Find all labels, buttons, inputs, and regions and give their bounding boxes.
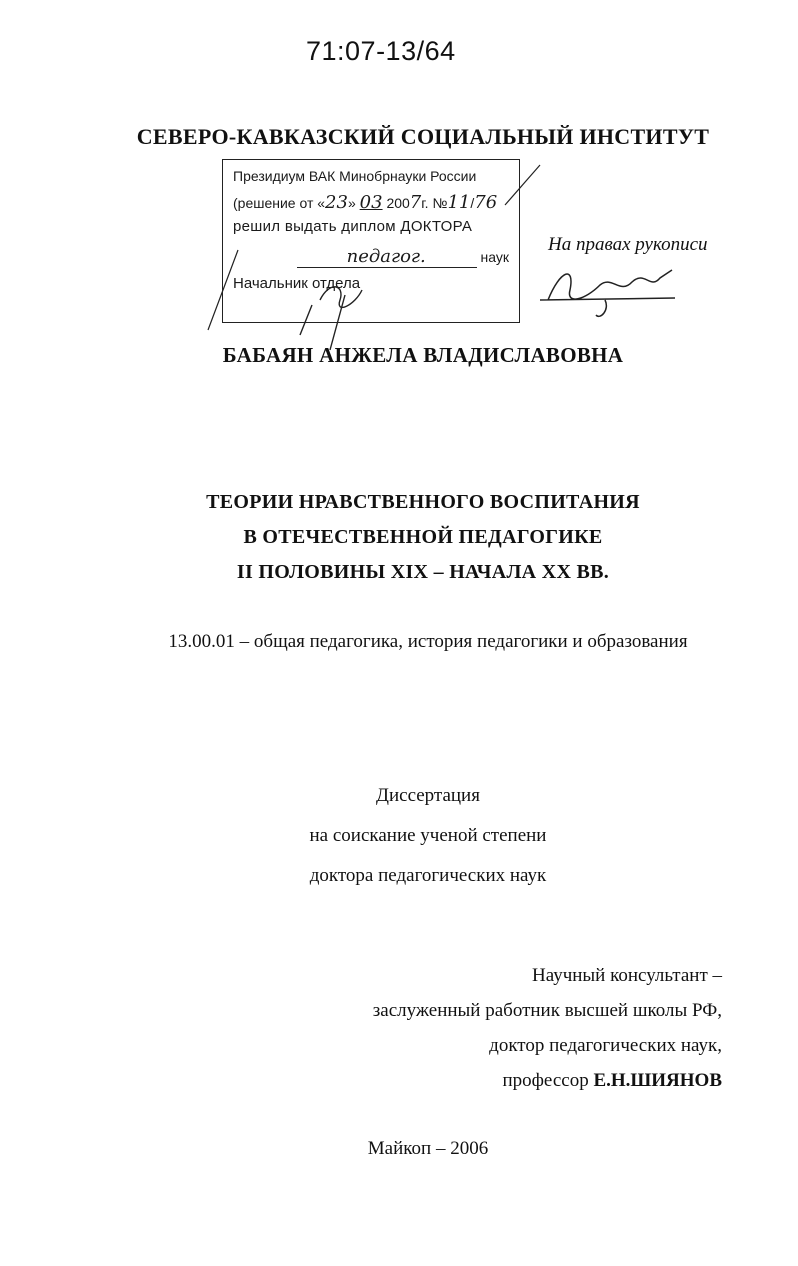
dissertation-title: [0, 485, 798, 590]
stamp-line-head: Начальник отдела: [233, 275, 361, 292]
stamp-number-a: 11: [447, 192, 471, 213]
author-name: БАБАЯН АНЖЕЛА ВЛАДИСЛАВОВНА: [222, 343, 624, 367]
stamp-science-suffix: наук: [480, 249, 509, 265]
stamp-line-diploma: решил выдать диплом ДОКТОРА: [233, 218, 473, 235]
stamp-year-prefix: 200: [386, 195, 410, 211]
title-line-1: ТЕОРИИ НРАВСТВЕННОГО ВОСПИТАНИЯ: [206, 491, 640, 513]
stamp-line-decision: (решение от «23» 03 2007г. №11/76: [233, 192, 498, 213]
institute-name: СЕВЕРО-КАВКАЗСКИЙ СОЦИАЛЬНЫЙ ИНСТИТУТ: [136, 124, 710, 149]
scientific-consultant: [373, 958, 722, 1098]
author-signature: [540, 270, 675, 316]
manuscript-note: На правах рукописи: [548, 234, 708, 255]
stamp-tilt-line-left: [208, 250, 238, 330]
consultant-line-2: заслуженный работник высшей школы РФ,: [372, 1000, 722, 1021]
catalog-number: 71:07-13/64: [306, 36, 456, 66]
stamp-science-handwritten: педагог.: [297, 246, 477, 268]
title-line-3: II ПОЛОВИНЫ XIX – НАЧАЛА XX ВВ.: [236, 561, 610, 583]
stamp-date-day: 23: [325, 192, 348, 213]
dissertation-type: [0, 776, 798, 896]
dissertation-line-2: на соискание ученой степени: [309, 825, 547, 846]
consultant-name: Е.Н.ШИЯНОВ: [593, 1070, 722, 1091]
consultant-line-3: доктор педагогических наук,: [489, 1035, 722, 1056]
stamp-decision-prefix: (решение от «: [233, 195, 326, 211]
stamp-number-b: 76: [474, 192, 498, 213]
consultant-line-4: [373, 1063, 722, 1098]
title-line-2: В ОТЕЧЕСТВЕННОЙ ПЕДАГОГИКЕ: [243, 526, 603, 548]
stamp-signature: [300, 287, 362, 350]
consultant-line-1: Научный консультант –: [532, 965, 722, 986]
city-year: Майкоп – 2006: [367, 1138, 489, 1159]
stamp-year-digit: 7: [409, 192, 422, 213]
specialty-code: 13.00.01 – общая педагогика, история педагогики и образования: [168, 631, 688, 652]
dissertation-line-3: доктора педагогических наук: [309, 865, 547, 886]
stamp-tilt-line-right: [505, 165, 540, 205]
stamp-year-suffix: г. №: [421, 195, 448, 211]
stamp-line-presidium: Президиум ВАК Минобрнауки России: [233, 168, 477, 184]
stamp-date-month: 03: [359, 192, 383, 213]
consultant-title: профессор: [502, 1070, 589, 1091]
dissertation-line-1: Диссертация: [376, 785, 480, 806]
